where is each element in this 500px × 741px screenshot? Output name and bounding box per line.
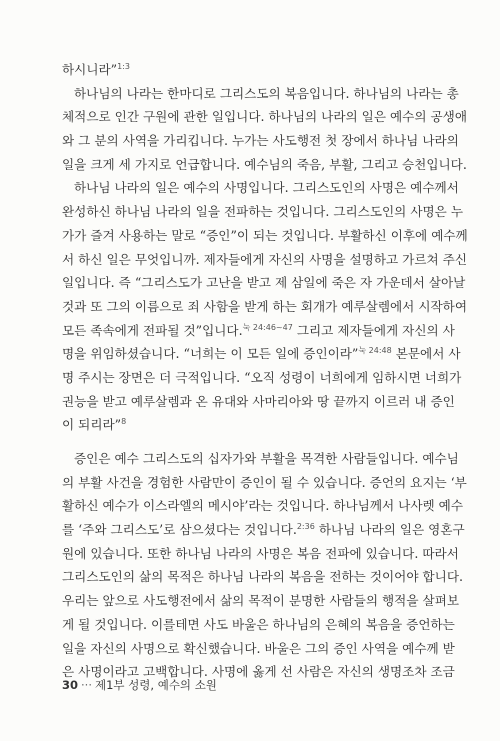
line-text: 것과 또 그의 이름으로 죄 사함을 받게 하는 회개가 예루살렘에서 시작하여 <box>62 298 467 314</box>
scripture-reference: 눅 24:46~47 <box>242 322 293 332</box>
text-line <box>62 105 467 129</box>
text-line <box>62 542 459 566</box>
page-number: 30 <box>62 678 79 692</box>
line-text: 와 그 분의 사역을 가리킵니다. 누가는 사도행전 첫 장에서 하나님 나라의 <box>62 133 459 149</box>
text-line <box>62 471 467 495</box>
text-line <box>62 342 461 366</box>
text-line <box>62 447 459 471</box>
footer-part: 제1부 <box>94 678 125 692</box>
line-text: 명 주시는 장면은 더 극적입니다. “오직 성령이 너희에게 임하시면 너희가 <box>62 369 462 385</box>
text-line <box>62 176 459 200</box>
line-text: 를 ‘주와 그리스도’로 삼으셨다는 것입니다. <box>62 522 297 538</box>
text-line <box>62 413 434 437</box>
line-text: 하나님의 나라는 한마디로 그리스도의 복음입니다. 하나님의 나라는 총 <box>74 85 459 101</box>
text-line <box>62 494 463 518</box>
text-line <box>62 295 467 319</box>
line-text: 일을 크게 세 가지로 언급합니다. 예수님의 죽음, 부활, 그리고 승천입니다. <box>62 156 467 172</box>
line-text: 하시니라” <box>62 62 118 77</box>
text-line <box>62 153 467 177</box>
line-text: 활하신 예수가 이스라엘의 메시야’라는 것입니다. 하나님께서 나사렛 예수 <box>62 498 463 514</box>
text-line <box>62 518 465 542</box>
line-text-continued: 하나님 나라의 일은 영혼구 <box>314 522 465 538</box>
line-text: 서 하신 일은 무엇입니까. 제자들에게 자신의 사명을 설명하고 가르쳐 주신 <box>62 251 467 267</box>
line-text-continued: 본문에서 사 <box>391 346 461 362</box>
scripture-reference: 1:3 <box>117 62 130 71</box>
line-text: 일을 자신의 사명으로 확신했습니다. 바울은 그의 증인 사역을 예수께 받 <box>62 640 455 656</box>
body-text <box>62 58 468 684</box>
line-text: 의 부활 사건을 경험한 사람만이 증인이 될 수 있습니다. 증언의 요지는 ‘부 <box>62 474 467 490</box>
text-line <box>62 248 467 272</box>
text-line <box>62 366 462 390</box>
scripture-reference: 8 <box>121 417 127 427</box>
line-text: 체적으로 인간 구원에 관한 일입니다. 하나님의 나라의 일은 예수의 공생애 <box>62 109 467 125</box>
text-line <box>62 319 455 343</box>
line-text: 게 될 것입니다. 이를테면 사도 바울은 하나님의 은혜의 복음을 증언하는 <box>62 616 455 632</box>
footer-chapter-title: 성령, 예수의 소원 <box>128 678 217 692</box>
text-line <box>62 271 466 295</box>
line-text: 가가 즐겨 사용하는 말로 “증인”이 되는 것입니다. 부활하신 이후에 예수께 <box>62 227 468 243</box>
line-text: 권능을 받고 예루살렘과 온 유대와 사마리아와 땅 끝까지 이르러 내 증인 <box>62 393 455 409</box>
text-line <box>62 589 459 613</box>
paragraph-gap <box>62 437 434 447</box>
line-text: 그리스도인의 삶의 목적은 하나님 나라의 복음을 전하는 것이어야 합니다. <box>62 569 463 585</box>
line-text: 은 사명이라고 고백합니다. 사명에 옳게 선 사람은 자신의 생명조차 조금 <box>62 664 455 680</box>
scripture-reference: 눅 24:48 <box>358 346 392 356</box>
text-line <box>62 58 434 82</box>
line-text: 우리는 앞으로 사도행전에서 삶의 목적이 분명한 사람들의 행적을 살펴보 <box>62 593 459 609</box>
text-line <box>62 200 463 224</box>
text-line <box>62 82 459 106</box>
line-text: 원에 있습니다. 또한 하나님 나라의 사명은 복음 전파에 있습니다. 따라서 <box>62 545 459 561</box>
line-text: 명을 위임하셨습니다. “너희는 이 모든 일에 증인이라” <box>62 346 359 362</box>
line-text: 하나님 나라의 일은 예수의 사명입니다. 그리스도인의 사명은 예수께서 <box>74 180 459 196</box>
line-text: 이 되리라” <box>62 417 122 433</box>
text-line <box>62 390 455 414</box>
line-text: 완성하신 하나님 나라의 일을 전파하는 것입니다. 그리스도인의 사명은 누 <box>62 204 463 220</box>
text-line <box>62 565 463 589</box>
line-text: 모든 족속에게 전파될 것”입니다. <box>62 322 243 338</box>
text-line <box>62 637 455 661</box>
scripture-reference: 2:36 <box>296 522 315 532</box>
text-line <box>62 129 459 153</box>
line-text: 일입니다. 즉 “그리스도가 고난을 받고 제 삼일에 죽은 자 가운데서 살아날 <box>62 275 466 291</box>
page-footer <box>62 677 217 693</box>
text-line <box>62 224 468 248</box>
text-line <box>62 613 455 637</box>
line-text-continued: 그리고 제자들에게 자신의 사 <box>292 322 455 338</box>
footer-separator: ··· <box>81 678 92 692</box>
line-text: 증인은 예수 그리스도의 십자가와 부활을 목격한 사람들입니다. 예수님 <box>74 451 459 466</box>
